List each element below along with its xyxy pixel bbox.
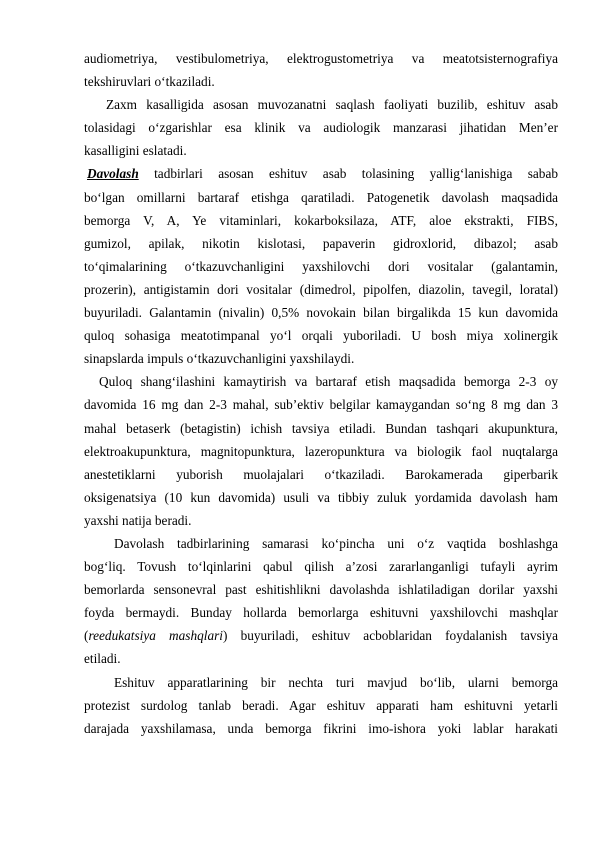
paragraph-treatment: [84, 162, 558, 370]
text-run: (: [84, 628, 89, 644]
term-davolash: Davolash: [87, 166, 139, 182]
text-run: tadbirlari asosan eshituv asab tolasining yallig‘lanishiga sabab: [138, 166, 558, 182]
text-line: Eshituv apparatlarining bir nechta turi mavjud bo‘lib, ularni bemorga: [114, 674, 558, 690]
text-line: protezist surdolog tanlab beradi. Agar eshituv apparati ham eshituvni yetarli: [84, 697, 558, 713]
text-line: foyda bermaydi. Bunday hollarda bemorlarga eshituvni yaxshilovchi mashqlar: [84, 605, 558, 621]
text-line: [84, 162, 558, 185]
text-line: kasalligini eslatadi.: [84, 143, 187, 159]
document-page: [84, 47, 558, 740]
paragraph-effectiveness: [84, 532, 558, 671]
text-line: etiladi.: [84, 651, 121, 667]
text-line: tekshiruvlari o‘tkaziladi.: [84, 74, 215, 90]
text-line: to‘qimalarining o‘tkazuvchanligini yaxshilovchi dori vositalar (galantamin,: [84, 258, 558, 274]
text-line: bemorga V, A, Ye vitaminlari, kokarboksilaza, ATF, aloe ekstrakti, FIBS,: [84, 212, 558, 228]
text-line: oksigenatsiya (10 kun davomida) usuli va tibbiy zuluk yordamida davolash ham: [84, 489, 558, 505]
text-line: bemorlarda sensonevral past eshitishlikni davolashda ishlatiladigan dorilar yaxshi: [84, 582, 558, 598]
text-line: bog‘liq. Tovush to‘lqinlarini qabul qilish a’zosi zararlanganligi tufayli ayrim: [84, 559, 558, 575]
text-line: darajada yaxshilamasa, unda bemorga fikrini imo-ishora yoki lablar harakati: [84, 720, 558, 736]
text-line: sinapslarda impuls o‘tkazuvchanligini yaxshilaydi.: [84, 351, 355, 367]
text-line: Zaxm kasalligida asosan muvozanatni saqlash faoliyati buzilib, eshituv asab: [106, 97, 558, 113]
text-line: [84, 624, 558, 647]
text-line: tolasidagi o‘zgarishlar esa klinik va audiologik manzarasi jihatidan Men’er: [84, 120, 558, 136]
paragraph-syphilis: [84, 93, 558, 162]
text-line: prozerin), antigistamin dori vositalar (dimedrol, pipolfen, diazolin, tavegil, loratal): [84, 281, 558, 297]
text-run: ) buyuriladi, eshituv acboblaridan foydalanish tavsiya: [222, 628, 558, 644]
paragraph-hearing-aids: [84, 671, 558, 740]
text-line: davomida 16 mg dan 2-3 mahal, sub’ektiv belgilar kamaygandan so‘ng 8 mg dan 3: [84, 397, 558, 413]
text-line: buyuriladi. Galantamin (nivalin) 0,5% novokain bilan birgalikda 15 kun davomida: [84, 305, 558, 321]
paragraph-tinnitus: [84, 370, 558, 532]
text-line: gumizol, apilak, nikotin kislotasi, papaverin gidroxlorid, dibazol; asab: [84, 235, 558, 251]
text-line: Davolash tadbirlarining samarasi ko‘pincha uni o‘z vaqtida boshlashga: [114, 535, 558, 551]
text-line: anestetiklarni yuborish muolajalari o‘tkaziladi. Barokamerada giperbarik: [84, 466, 558, 482]
text-line: yaxshi natija beradi.: [84, 512, 192, 528]
italic-term: reedukatsiya mashqlari: [88, 628, 223, 644]
text-line: elektroakupunktura, magnitopunktura, lazeropunktura va biologik faol nuqtalarga: [84, 443, 558, 459]
paragraph-audiometry: [84, 47, 558, 93]
text-line: audiometriya, vestibulometriya, elektrogustometriya va meatotsisternografiya: [84, 51, 558, 66]
text-line: Quloq shang‘ilashini kamaytirish va bartaraf etish maqsadida bemorga 2-3 oy: [99, 374, 558, 390]
text-line: mahal betaserk (betagistin) ichish tavsiya etiladi. Bundan tashqari akupunktura,: [84, 420, 558, 436]
text-line: quloq sohasiga meatotimpanal yo‘l orqali yuboriladi. U bosh miya xolinergik: [84, 328, 558, 344]
text-line: bo‘lgan omillarni bartaraf etishga qaratiladi. Patogenetik davolash maqsadida: [84, 189, 558, 205]
